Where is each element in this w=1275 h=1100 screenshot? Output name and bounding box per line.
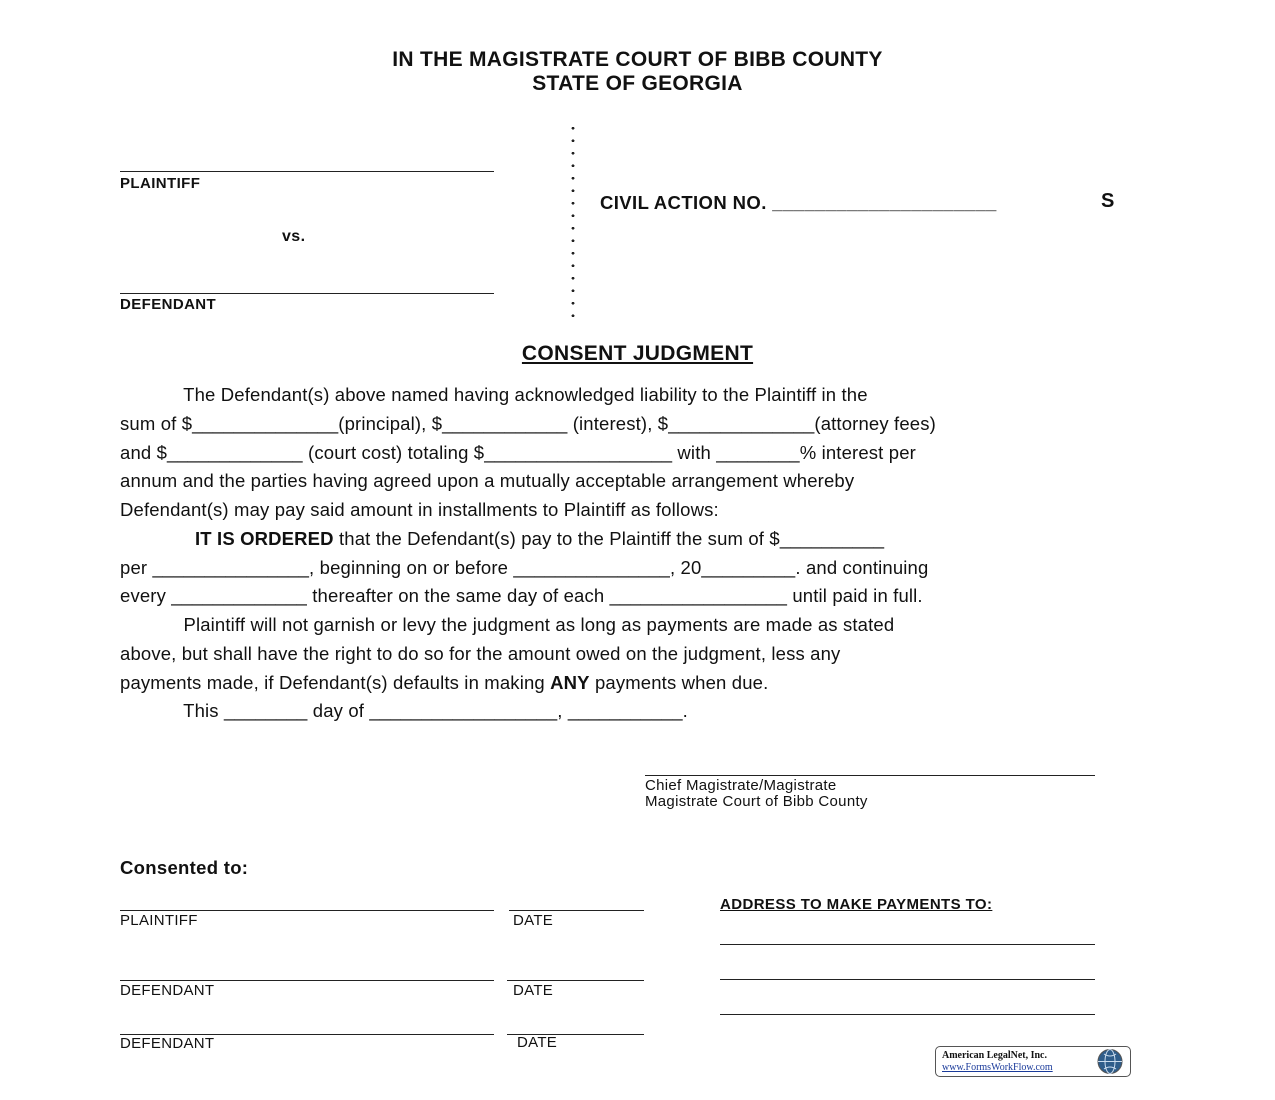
- publisher-logo: [935, 1046, 1131, 1077]
- publisher-link[interactable]: www.FormsWorkFlow.com: [942, 1062, 1053, 1073]
- body-line: Plaintiff will not garnish or levy the judgment as long as payments are made as stated: [120, 614, 895, 635]
- vs-label: vs.: [282, 228, 306, 245]
- body-line: The Defendant(s) above named having acknowledged liability to the Plaintiff in the: [120, 384, 868, 405]
- consent-party-label: DEFENDANT: [120, 1035, 215, 1052]
- plaintiff-signature-line[interactable]: [120, 910, 494, 911]
- order-text: that the Defendant(s) pay to the Plaintiff the sum of $__________: [333, 528, 885, 549]
- body-line: above, but shall have the right to do so for the amount owed on the judgment, less any: [120, 643, 841, 664]
- date-line[interactable]: This ________ day of __________________, ___________.: [120, 700, 688, 721]
- defendant-signature-line[interactable]: [120, 980, 494, 981]
- any-emphasis: ANY: [550, 672, 590, 693]
- consent-date-label: DATE: [517, 1034, 558, 1051]
- it-is-ordered: IT IS ORDERED: [195, 528, 334, 549]
- payment-address-line[interactable]: [720, 944, 1095, 945]
- civil-action-number[interactable]: CIVIL ACTION NO. _____________________: [600, 192, 997, 213]
- consented-heading: Consented to:: [120, 857, 249, 878]
- order-line[interactable]: [195, 528, 884, 550]
- document-title: CONSENT JUDGMENT: [521, 342, 754, 365]
- state-heading: STATE OF GEORGIA: [532, 72, 743, 95]
- publisher-name: American LegalNet, Inc.: [942, 1050, 1047, 1061]
- plaintiff-date-line[interactable]: [509, 910, 644, 911]
- amounts-line[interactable]: sum of $______________(principal), $____________ (interest), $______________(attorney fees): [120, 413, 936, 434]
- payment-address-line[interactable]: [720, 1014, 1095, 1015]
- civil-action-suffix: S: [1101, 190, 1115, 212]
- consent-party-label: DEFENDANT: [120, 982, 215, 999]
- consent-party-label: PLAINTIFF: [120, 912, 198, 929]
- installment-schedule-line[interactable]: per _______________, beginning on or before _______________, 20_________. and continuing: [120, 557, 929, 578]
- defendant-date-line[interactable]: [507, 980, 644, 981]
- plaintiff-label: PLAINTIFF: [120, 175, 201, 192]
- body-line: Defendant(s) may pay said amount in installments to Plaintiff as follows:: [120, 499, 719, 520]
- defendant-name-line[interactable]: [120, 293, 494, 294]
- installment-frequency-line[interactable]: every _____________ thereafter on the same day of each _________________ until paid in full.: [120, 585, 923, 606]
- consent-date-label: DATE: [513, 982, 554, 999]
- court-heading: IN THE MAGISTRATE COURT OF BIBB COUNTY: [392, 48, 883, 71]
- payment-address-heading: ADDRESS TO MAKE PAYMENTS TO:: [720, 896, 993, 913]
- magistrate-court: Magistrate Court of Bibb County: [645, 793, 868, 810]
- globe-icon: [1094, 1048, 1126, 1075]
- consent-date-label: DATE: [513, 912, 554, 929]
- caption-divider: [571, 122, 575, 327]
- payment-address-line[interactable]: [720, 979, 1095, 980]
- body-line: payments made, if Defendant(s) defaults in making ANY payments when due.: [120, 672, 769, 693]
- defendant-label: DEFENDANT: [120, 296, 217, 313]
- magistrate-signature-line[interactable]: [645, 775, 1095, 776]
- magistrate-title: Chief Magistrate/Magistrate: [645, 777, 837, 794]
- plaintiff-name-line[interactable]: [120, 171, 494, 172]
- court-cost-line[interactable]: and $_____________ (court cost) totaling $__________________ with ________% interest per: [120, 442, 916, 463]
- body-line: annum and the parties having agreed upon a mutually acceptable arrangement whereby: [120, 470, 855, 491]
